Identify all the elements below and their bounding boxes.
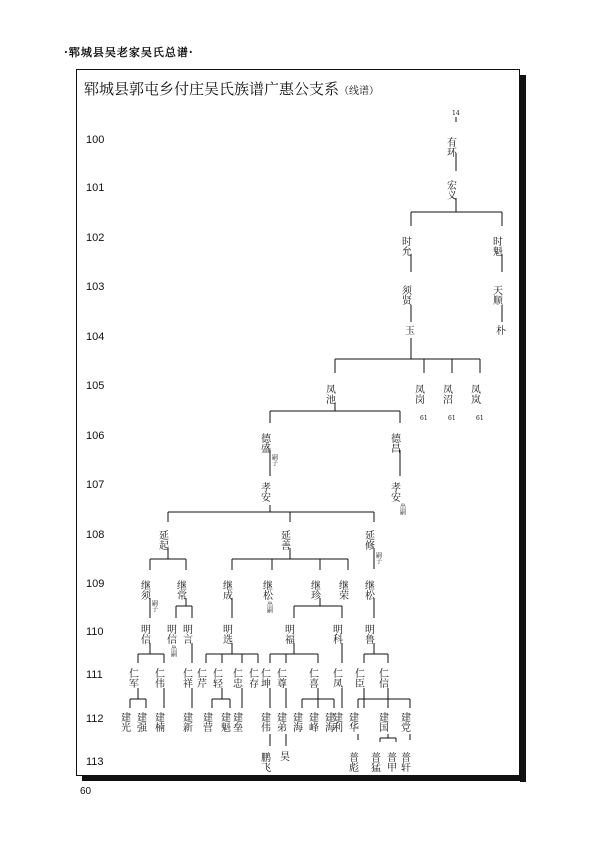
person-name: 建魁 [218,712,230,732]
generation-label: 110 [86,626,104,638]
note-adopted: 嗣子 [270,454,278,466]
person-name: 建强 [134,712,146,732]
person-name: 时魁 [490,236,502,256]
person-name: 明选 [220,624,232,644]
person-name: 延修 [362,530,374,550]
person-name: 明福 [282,624,294,644]
person-name: 时允 [399,236,411,256]
person-name: 明信 [138,624,150,644]
person-name: 仁忠 [230,668,242,688]
person-name: 仁祥 [180,668,192,688]
title-suffix: （线谱） [339,86,380,97]
generation-label: 109 [86,578,105,590]
person-name: 延善 [278,530,290,550]
person-names [119,110,508,773]
note-61: 61 [448,415,456,422]
person-name: 建党 [398,712,410,732]
person-name: 须贤 [399,285,411,305]
person-name: 玉 [405,326,415,337]
generation-label: 100 [86,134,105,146]
person-name: 凤岚 [468,384,480,404]
person-name: 建国 [376,712,388,732]
person-name: 天顺 [490,285,502,305]
person-name: 有环 [444,137,456,157]
person-name: 德昌 [388,433,400,453]
note-out-adopted: 出嗣 [265,601,273,613]
person-name: 明科 [330,624,342,644]
person-name: 建海 [322,712,334,732]
person-name: 鹏飞 [258,752,270,772]
person-name: 孝安 [258,482,270,502]
person-name: 普彪 [346,752,358,772]
note-adopted: 嗣子 [374,552,382,564]
person-name: 仁信 [376,668,388,688]
person-name: 宏义 [444,180,456,200]
person-name: 仁存 [246,668,258,688]
generation-label: 101 [86,182,105,194]
note-61: 61 [420,415,428,422]
person-name: 德盛 [258,433,270,453]
person-name: 仁凤 [330,668,342,688]
person-name: 建垒 [230,712,242,732]
person-name: 继常 [174,580,186,600]
person-name: 凤沼 [440,384,452,404]
person-name: 继珍 [308,580,320,600]
person-name: 建利 [330,712,342,732]
person-name: 建海 [290,712,302,732]
generation-label: 111 [86,669,103,681]
note-61: 61 [476,415,484,422]
person-name: 明信 [164,624,176,644]
person-name: 建营 [200,712,212,732]
person-name: 建弟 [274,712,286,732]
generation-label: 113 [86,756,104,768]
person-name: 普甲 [384,752,396,772]
person-name: 继松 [260,580,272,600]
person-name: 建楠 [152,712,164,732]
generation-label: 104 [86,331,105,343]
person-name: 仁尊 [274,668,286,688]
person-name: 继成 [220,580,232,600]
person-name: 仁芹 [194,668,206,688]
person-name: 建伟 [258,712,270,732]
person-name: 仁坤 [258,668,270,688]
person-name: 延起 [156,530,168,550]
generation-label: 106 [86,430,105,442]
generation-label: 108 [86,529,105,541]
note-out-adopted: 出嗣 [398,503,406,515]
person-name: 普轩 [398,752,410,772]
person-name: 继须 [138,580,150,600]
note-start-gen: 14 [452,110,460,117]
person-name: 建峰 [306,712,318,732]
person-name: 明言 [180,624,192,644]
generation-label: 102 [86,232,105,244]
person-name: 建华 [346,712,358,732]
person-name: 仁军 [126,668,138,688]
tree-lines [130,117,502,746]
person-name: 仁轻 [210,668,222,688]
generation-label: 112 [86,713,104,725]
person-name: 普猛 [368,752,380,772]
book-header: ·郓城县吴老家吴氏总谱· [64,46,194,59]
title-main: 郓城县郭屯乡付庄吴氏族谱广惠公支系 [84,80,340,98]
person-name: 朴 [496,326,506,337]
person-name: 建新 [180,712,192,732]
person-name: 建光 [118,712,130,732]
person-name: 凤岗 [412,384,424,404]
person-name: 昊 [280,752,290,763]
person-name: 继松 [362,580,374,600]
page-number: 60 [80,786,92,797]
person-name: 明鲁 [362,624,374,644]
note-adopted: 嗣子 [150,600,158,612]
generation-label: 107 [86,479,105,491]
note-out-adopted: 出嗣 [169,645,177,657]
person-name: 继荣 [336,580,348,600]
person-name: 仁臣 [352,668,364,688]
generation-label: 103 [86,281,105,293]
generation-label: 105 [86,380,105,392]
person-name: 凤池 [323,384,335,404]
person-name: 仁伟 [152,668,164,688]
person-name: 孝安 [388,482,400,502]
person-name: 仁喜 [306,668,318,688]
